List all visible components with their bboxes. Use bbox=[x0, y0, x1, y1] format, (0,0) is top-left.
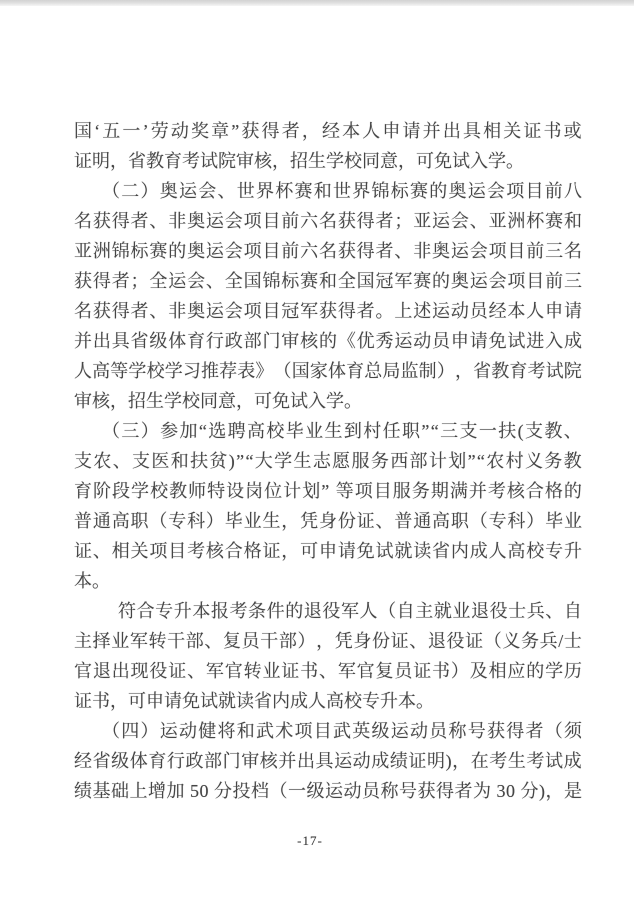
text-line: 符 合 专 升 本 报 考 条 件 的 退 役 军 人 （ 自 主 就 业 退 役 士 兵 、 自 bbox=[118, 601, 582, 621]
text-line: 亚 洲 锦 标 赛 的 奥 运 会 项 目 前 六 名 获 得 者 、 非 奥 运 会 项 目 前 三 名 bbox=[74, 241, 582, 261]
text-line: 育 阶 段 学 校 教 师 特 设 岗 位 计 划 ” 等 项 目 服 务 期 满 并 考 核 合 格 的 bbox=[74, 481, 582, 501]
text-line: 证明，省教育考试院审核，招生学校同意，可免试入学。 bbox=[74, 151, 524, 171]
text-line: 证 、 相 关 项 目 考 核 合 格 证 ， 可 申 请 免 试 就 读 省 内 成 人 高 校 专 升 bbox=[74, 541, 582, 561]
text-line: 支 农 、 支 医 和 扶 贫 ) ” “ 大 学 生 志 愿 服 务 西 部 计 划 ” “ 农 村 义 务 教 bbox=[74, 451, 582, 471]
text-line: 绩 基 础 上 增 加 5 0 分 投 档 （ 一 级 运 动 员 称 号 获 得 者 为 3 0 分 ) ， 是 bbox=[74, 781, 582, 801]
page-number: -17- bbox=[297, 833, 323, 848]
text-line: 本。 bbox=[74, 571, 110, 591]
text-line: 国 ‘ 五 一 ’ 劳 动 奖 章 ” 获 得 者 ， 经 本 人 申 请 并 出 具 相 关 证 书 或 bbox=[74, 121, 582, 141]
text-line: 主 择 业 军 转 干 部 、 复 员 干 部 ） ， 凭 身 份 证 、 退 役 证 （ 义 务 兵 / 士 bbox=[74, 631, 582, 651]
text-line: （ 二 ） 奥 运 会 、 世 界 杯 赛 和 世 界 锦 标 赛 的 奥 运 会 项 目 前 八 bbox=[102, 181, 582, 201]
text-line: 名 获 得 者 、 非 奥 运 会 项 目 冠 军 获 得 者 。 上 述 运 动 员 经 本 人 申 请 bbox=[74, 301, 582, 321]
text-line: 名 获 得 者 、 非 奥 运 会 项 目 前 六 名 获 得 者 ； 亚 运 会 、 亚 洲 杯 赛 和 bbox=[74, 211, 582, 231]
text-line: （ 四 ） 运 动 健 将 和 武 术 项 目 武 英 级 运 动 员 称 号 获 得 者 （ 须 bbox=[102, 721, 582, 741]
text-line: （ 三 ） 参 加 “ 选 聘 高 校 毕 业 生 到 村 任 职 ” “ 三 支 一 扶 ( 支 教 、 bbox=[102, 421, 582, 441]
page-top-edge bbox=[0, 0, 634, 6]
text-line: 证书，可申请免试就读省内成人高校专升本。 bbox=[74, 691, 434, 711]
text-line: 获 得 者 ； 全 运 会 、 全 国 锦 标 赛 和 全 国 冠 军 赛 的 奥 运 会 项 目 前 三 bbox=[74, 271, 582, 291]
text-line: 人 高 等 学 校 学 习 推 荐 表 》 （ 国 家 体 育 总 局 监 制 ） ， 省 教 育 考 试 院 bbox=[74, 361, 582, 381]
text-line: 并 出 具 省 级 体 育 行 政 部 门 审 核 的 《 优 秀 运 动 员 申 请 免 试 进 入 成 bbox=[74, 331, 582, 351]
text-line: 普 通 高 职 （ 专 科 ） 毕 业 生 ， 凭 身 份 证 、 普 通 高 职 （ 专 科 ） 毕 业 bbox=[74, 511, 582, 531]
text-line: 经 省 级 体 育 行 政 部 门 审 核 并 出 具 运 动 成 绩 证 明 ) ， 在 考 生 考 试 成 bbox=[74, 751, 582, 771]
page-text bbox=[74, 116, 582, 806]
text-line: 审核，招生学校同意，可免试入学。 bbox=[74, 391, 362, 411]
text-line: 官 退 出 现 役 证 、 军 官 转 业 证 书 、 军 官 复 员 证 书 ） 及 相 应 的 学 历 bbox=[74, 661, 582, 681]
